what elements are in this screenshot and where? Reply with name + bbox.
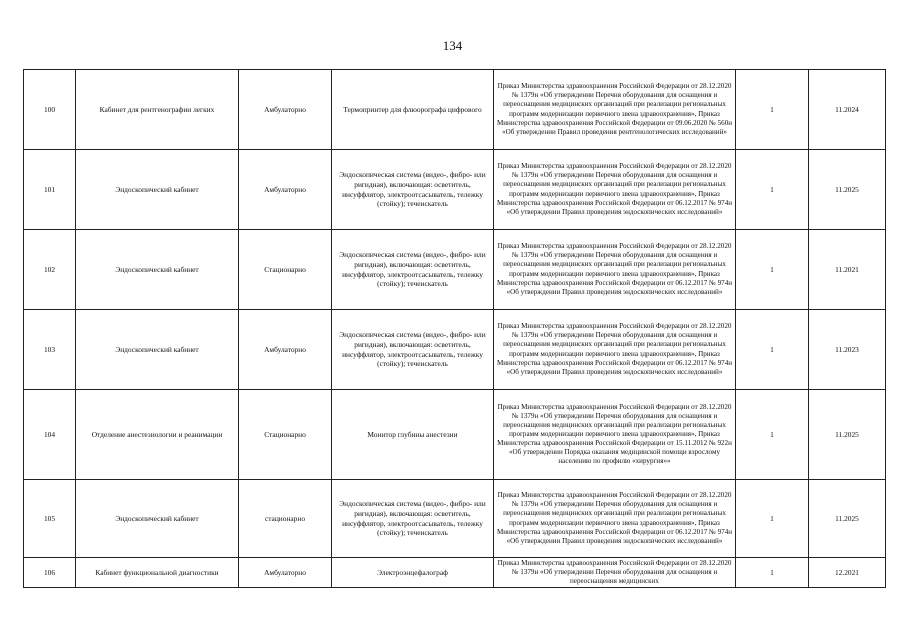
care-condition: стационарно [239,480,332,558]
due-date: 11.2025 [809,480,886,558]
quantity: 1 [736,480,809,558]
regulatory-act: Приказ Министерства здравоохранения Российской Федерации от 28.12.2020 № 1379н «Об утверждении Перечня оборудования для оснащения и переоснащения медицинских организаций при реализации региональных программ модернизации первичного звена здравоохранения», Приказ Министерства здравоохранения Российской Федерации от 06.12.2017 № 974н «Об утверждении Правил проведения эндоскопических исследований» [494,310,736,390]
page-number: 134 [442,38,463,53]
room-name: Эндоскопический кабинет [76,310,239,390]
care-condition: Амбулаторно [239,70,332,150]
care-condition: Стационарно [239,230,332,310]
regulatory-act: Приказ Министерства здравоохранения Российской Федерации от 28.12.2020 № 1379н «Об утверждении Перечня оборудования для оснащения и переоснащения медицинских организаций при реализации региональных программ модернизации первичного звена здравоохранения», Приказ Министерства здравоохранения Российской Федерации от 06.12.2017 № 974н «Об утверждении Правил проведения эндоскопических исследований» [494,480,736,558]
room-name: Отделение анестезиологии и реанимации [76,390,239,480]
due-date: 11.2021 [809,230,886,310]
care-condition: Амбулаторно [239,310,332,390]
regulatory-act: Приказ Министерства здравоохранения Российской Федерации от 28.12.2020 № 1379н «Об утверждении Перечня оборудования для оснащения и переоснащения медицинских организаций при реализации региональных программ модернизации первичного звена здравоохранения», Приказ Министерства здравоохранения Российской Федерации от 09.06.2020 № 560н «Об утверждении Правил проведения рентгенологических исследований» [494,70,736,150]
table-row [24,390,886,480]
equipment-name: Эндоскопическая система (видео-, фибро- или ригидная), включающая: осветитель, инсуффлятор, электроотсасыватель, тележку (стойку); течеискатель [332,150,494,230]
due-date: 12.2021 [809,558,886,588]
regulatory-act: Приказ Министерства здравоохранения Российской Федерации от 28.12.2020 № 1379н «Об утверждении Перечня оборудования для оснащения и переоснащения медицинских организаций при реализации региональных программ модернизации первичного звена здравоохранения», Приказ Министерства здравоохранения Российской Федерации от 15.11.2012 № 922н «Об утверждении Порядка оказания медицинской помощи взрослому населению по профилю «хирургия»» [494,390,736,480]
table-row [24,70,886,150]
equipment-name: Эндоскопическая система (видео-, фибро- или ригидная), включающая: осветитель, инсуффлятор, электроотсасыватель, тележку (стойку); течеискатель [332,230,494,310]
row-number: 106 [24,558,76,588]
room-name: Кабинет функциональной диагностики [76,558,239,588]
table-row [24,558,886,588]
equipment-name: Эндоскопическая система (видео-, фибро- или ригидная), включающая: осветитель, инсуффлятор, электроотсасыватель, тележку (стойку); течеискатель [332,310,494,390]
quantity: 1 [736,558,809,588]
regulatory-act: Приказ Министерства здравоохранения Российской Федерации от 28.12.2020 № 1379н «Об утверждении Перечня оборудования для оснащения и переоснащения медицинских организаций при реализации региональных программ модернизации первичного звена здравоохранения», Приказ Министерства здравоохранения Российской Федерации от 06.12.2017 № 974н «Об утверждении Правил проведения эндоскопических исследований» [494,230,736,310]
care-condition: Амбулаторно [239,150,332,230]
row-number: 104 [24,390,76,480]
equipment-name: Термопринтер для флюорографа цифрового [332,70,494,150]
equipment-name: Электроэнцефалограф [332,558,494,588]
quantity: 1 [736,310,809,390]
due-date: 11.2024 [809,70,886,150]
equipment-name: Эндоскопическая система (видео-, фибро- или ригидная), включающая: осветитель, инсуффлятор, электроотсасыватель, тележку (стойку); течеискатель [332,480,494,558]
due-date: 11.2025 [809,390,886,480]
equipment-table [23,69,886,588]
row-number: 103 [24,310,76,390]
due-date: 11.2023 [809,310,886,390]
room-name: Эндоскопический кабинет [76,480,239,558]
equipment-name: Монитор глубины анестезии [332,390,494,480]
table-row [24,150,886,230]
row-number: 105 [24,480,76,558]
row-number: 100 [24,70,76,150]
table-row [24,480,886,558]
room-name: Кабинет для рентгенографии легких [76,70,239,150]
room-name: Эндоскопический кабинет [76,230,239,310]
regulatory-act: Приказ Министерства здравоохранения Российской Федерации от 28.12.2020 № 1379н «Об утверждении Перечня оборудования для оснащения и переоснащения медицинских организаций при реализации региональных программ модернизации первичного звена здравоохранения», Приказ Министерства здравоохранения Российской Федерации от 06.12.2017 № 974н «Об утверждении Правил проведения эндоскопических исследований» [494,150,736,230]
care-condition: Стационарно [239,390,332,480]
table-row [24,230,886,310]
row-number: 102 [24,230,76,310]
due-date: 11.2025 [809,150,886,230]
regulatory-act: Приказ Министерства здравоохранения Российской Федерации от 28.12.2020 № 1379н «Об утверждении Перечня оборудования для оснащения и переоснащения медицинских [494,558,736,588]
quantity: 1 [736,390,809,480]
quantity: 1 [736,150,809,230]
room-name: Эндоскопический кабинет [76,150,239,230]
quantity: 1 [736,230,809,310]
care-condition: Амбулаторно [239,558,332,588]
quantity: 1 [736,70,809,150]
row-number: 101 [24,150,76,230]
table-row [24,310,886,390]
